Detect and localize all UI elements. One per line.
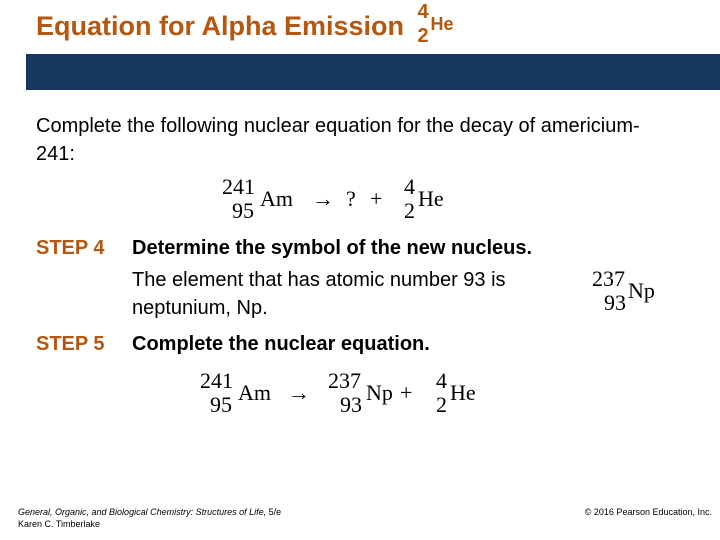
title-nuclide-symbol: He: [430, 14, 454, 34]
eq1-product-mass: 4: [404, 174, 415, 199]
eq2-product1-number: 93: [340, 392, 362, 417]
step4-nuclide-mass: 237: [592, 266, 625, 291]
step-4-line-2: neptunium, Np.: [132, 297, 268, 319]
title-nuclide-mass: 4: [417, 1, 429, 23]
title-nuclide-number: 2: [417, 25, 429, 47]
eq1-plus: +: [370, 186, 383, 211]
eq1-reactant-symbol: Am: [260, 186, 293, 211]
slide-title-text: Equation for Alpha Emission: [36, 11, 405, 41]
eq2-product1-mass: 237: [328, 368, 361, 393]
slide-title: [36, 1, 460, 47]
eq1-reactant-number: 95: [232, 198, 254, 223]
eq1-product-number: 2: [404, 198, 415, 223]
eq2-product1-symbol: Np: [366, 380, 393, 405]
eq2-product2-symbol: He: [450, 380, 476, 405]
step-4-neptunium-nuclide: [590, 268, 680, 316]
title-helium-nuclide: [417, 1, 460, 47]
footer-author: Karen C. Timberlake: [18, 519, 101, 529]
eq2-reactant-symbol: Am: [238, 380, 271, 405]
step4-nuclide-symbol: Np: [628, 278, 655, 303]
eq2-product2-mass: 4: [436, 368, 447, 393]
eq2-plus: +: [400, 380, 413, 405]
eq2-product2-number: 2: [436, 392, 447, 417]
step-4-label: STEP 4: [36, 237, 105, 259]
step-4-row: [36, 234, 532, 262]
footer-copyright: © 2016 Pearson Education, Inc.: [584, 507, 712, 517]
equation-1: [218, 176, 458, 224]
footer-edition: 5/e: [266, 507, 282, 517]
eq1-unknown: ?: [346, 186, 356, 211]
footer-book-title: General, Organic, and Biological Chemistry: Structures of Life,: [18, 507, 267, 517]
step-5-heading: Complete the nuclear equation.: [132, 333, 430, 355]
intro-text: Complete the following nuclear equation for the decay of americium-241:: [36, 115, 640, 165]
step-4-line-1: The element that has atomic number 93 is: [132, 269, 506, 291]
title-band: [26, 54, 720, 90]
eq2-arrow: →: [288, 380, 310, 405]
step-5-row: [36, 330, 430, 358]
eq1-product-symbol: He: [418, 186, 444, 211]
eq2-reactant-number: 95: [210, 392, 232, 417]
step4-nuclide-number: 93: [604, 290, 626, 315]
eq2-reactant-mass: 241: [200, 368, 233, 393]
step-5-label: STEP 5: [36, 333, 105, 355]
step-4-heading: Determine the symbol of the new nucleus.: [132, 237, 533, 259]
eq1-arrow: →: [312, 186, 334, 211]
eq1-reactant-mass: 241: [222, 174, 255, 199]
footer-citation: [18, 506, 281, 530]
equation-2: [198, 370, 498, 418]
